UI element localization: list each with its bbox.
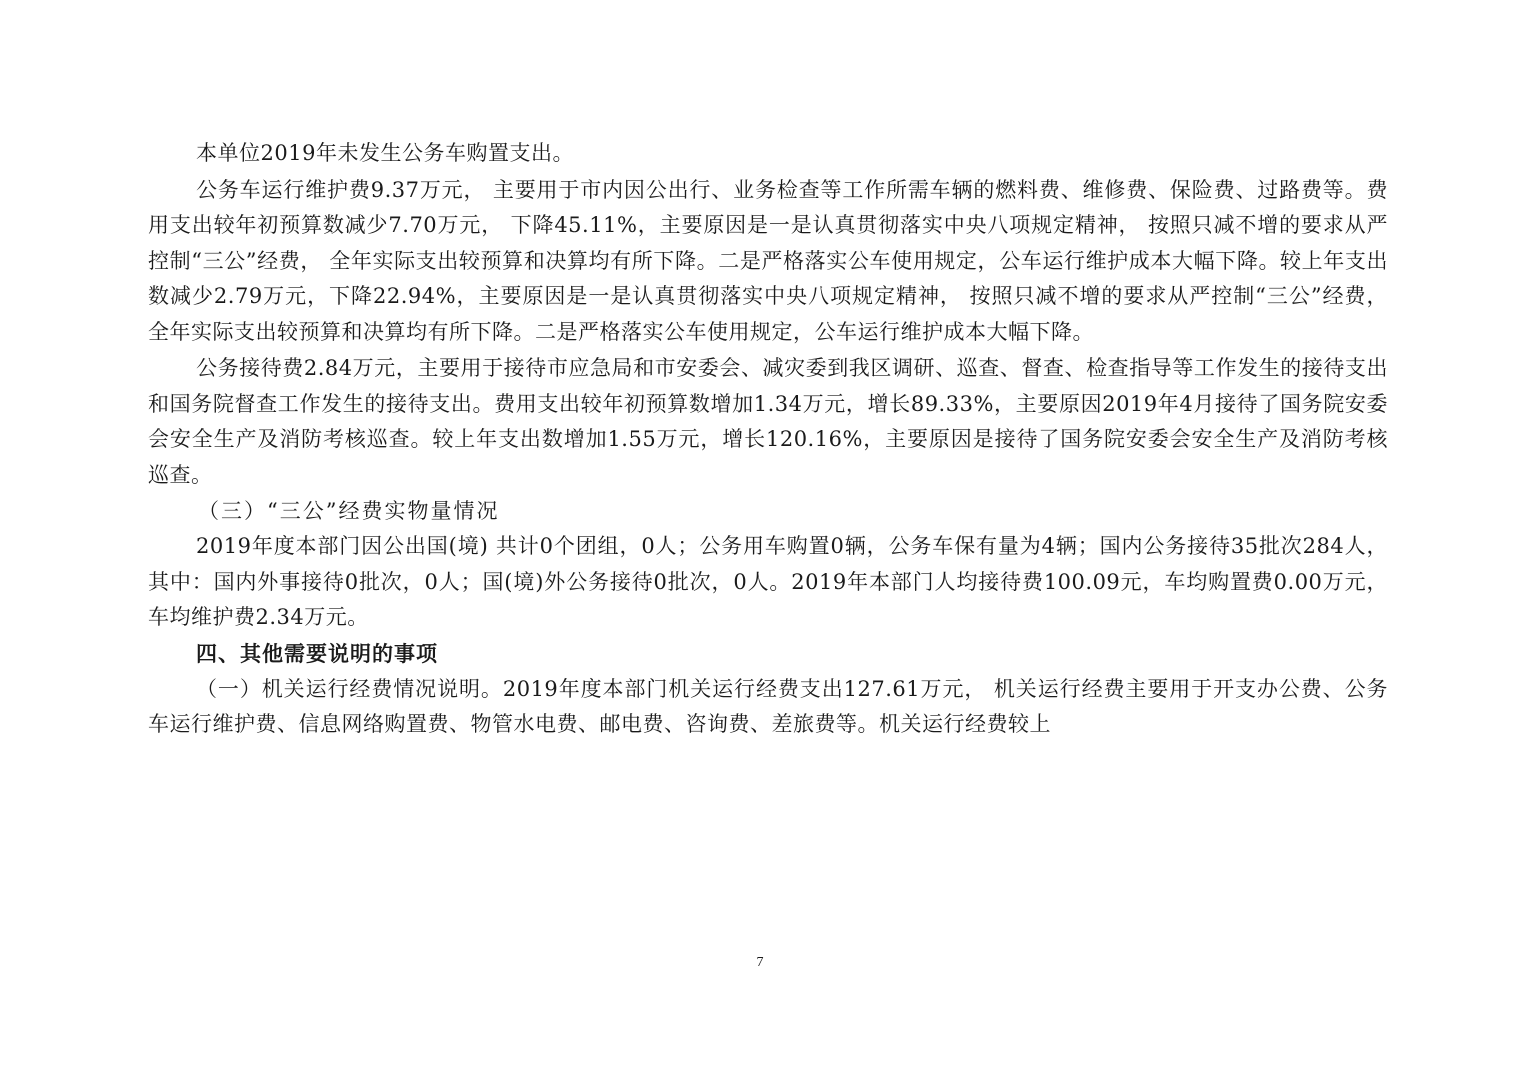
paragraph-car-maintenance: 公务车运行维护费9.37万元， 主要用于市内因公出行、业务检查等工作所需车辆的燃料费、维修费、保险费、过路费等。费用支出较年初预算数减少7.70万元， 下降45.11%，主要原因是一是认真贯彻落实中央八项规定精神， 按照只减不增的要求从严控制“三公”经费， 全年实际支出较预算和决算均有所下降。二是严格落实公车使用规定，公车运行维护成本大幅下降。较上年支出数减少2.79万元，下降22.94%，主要原因是一是认真贯彻落实中央八项规定精神， 按照只减不增的要求从严控制“三公”经费， 全年实际支出较预算和决算均有所下降。二是严格落实公车使用规定，公车运行维护成本大幅下降。: [148, 177, 1388, 344]
paragraph-physical-quantity: 2019年度本部门因公出国(境) 共计0个团组，0人；公务用车购置0辆，公务车保有量为4辆；国内公务接待35批次284人，其中：国内外事接待0批次，0人；国(境)外公务接待0批次，0人。2019年本部门人均接待费100.09元，车均购置费0.00万元，车均维护费2.34万元。: [148, 534, 1388, 629]
paragraph-operating-expenses: （一）机关运行经费情况说明。2019年度本部门机关运行经费支出127.61万元， 机关运行经费主要用于开支办公费、公务车运行维护费、信息网络购置费、物管水电费、邮电费、咨询费、差旅费等。机关运行经费较上: [148, 676, 1388, 736]
section-heading-physical-quantity: （三）“三公”经费实物量情况: [198, 499, 500, 523]
paragraph-car-purchase: 本单位2019年未发生公务车购置支出。: [196, 141, 574, 165]
page-number: 7: [756, 955, 764, 970]
heading-other-matters: 四、其他需要说明的事项: [196, 641, 438, 666]
paragraph-reception-cost: 公务接待费2.84万元，主要用于接待市应急局和市安委会、减灾委到我区调研、巡查、督查、检查指导等工作发生的接待支出和国务院督查工作发生的接待支出。费用支出较年初预算数增加1.34万元，增长89.33%，主要原因2019年4月接待了国务院安委会安全生产及消防考核巡查。较上年支出数增加1.55万元，增长120.16%，主要原因是接待了国务院安委会安全生产及消防考核巡查。: [148, 356, 1388, 487]
document-body: [148, 136, 1388, 743]
